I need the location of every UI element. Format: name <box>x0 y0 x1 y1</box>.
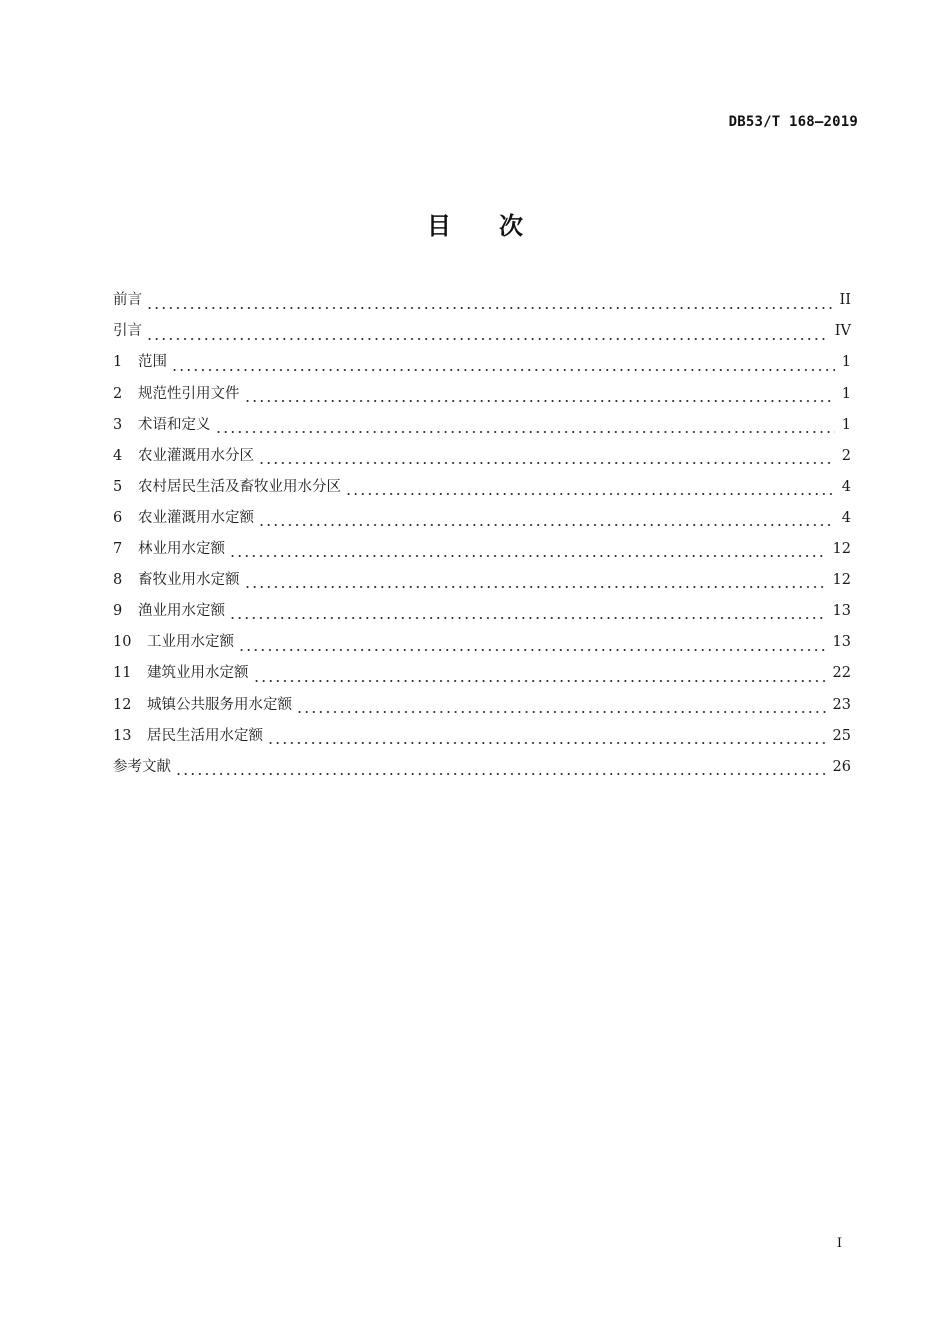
toc-entry[interactable] <box>113 472 851 503</box>
toc-entry[interactable] <box>113 440 851 471</box>
toc-entry-page: 1 <box>841 354 851 371</box>
toc-entry-label: 居民生活用水定额 <box>147 727 263 744</box>
toc-entry[interactable] <box>113 316 851 347</box>
toc-entry[interactable] <box>113 534 851 565</box>
toc-dot-leader <box>296 701 827 715</box>
toc-dot-leader <box>238 639 827 653</box>
toc-entry-label: 农村居民生活及畜牧业用水分区 <box>138 478 341 495</box>
toc-dot-leader <box>146 328 829 342</box>
table-of-contents <box>113 285 851 783</box>
toc-entry-page: 12 <box>832 541 851 558</box>
toc-entry-label: 工业用水定额 <box>147 634 234 651</box>
toc-entry-number: 11 <box>113 665 132 682</box>
toc-entry-number: 2 <box>113 385 123 402</box>
toc-entry-page: 22 <box>832 665 851 682</box>
toc-dot-leader <box>258 452 835 466</box>
toc-dot-leader <box>229 607 827 621</box>
toc-dot-leader <box>244 390 836 404</box>
toc-entry-label: 引言 <box>113 323 142 340</box>
toc-entry[interactable] <box>113 689 851 720</box>
toc-entry[interactable] <box>113 720 851 751</box>
toc-entry-number: 6 <box>113 509 123 526</box>
toc-entry-number: 7 <box>113 541 123 558</box>
toc-entry-page: 4 <box>841 478 851 495</box>
toc-dot-leader <box>267 732 827 746</box>
toc-entry-page: 2 <box>841 447 851 464</box>
toc-entry[interactable] <box>113 378 851 409</box>
toc-entry[interactable] <box>113 751 851 782</box>
toc-entry-page: 13 <box>832 603 851 620</box>
toc-entry-page: 4 <box>841 509 851 526</box>
toc-entry-label: 渔业用水定额 <box>138 603 225 620</box>
toc-entry[interactable] <box>113 409 851 440</box>
toc-entry-number: 8 <box>113 572 123 589</box>
toc-dot-leader <box>244 576 827 590</box>
toc-entry-number: 5 <box>113 478 123 495</box>
toc-dot-leader <box>258 514 835 528</box>
toc-entry-label: 畜牧业用水定额 <box>138 572 240 589</box>
toc-entry[interactable] <box>113 285 851 316</box>
toc-dot-leader <box>215 421 836 435</box>
toc-dot-leader <box>171 359 835 373</box>
toc-entry-label: 前言 <box>113 292 142 309</box>
toc-entry-number: 10 <box>113 634 132 651</box>
toc-entry[interactable] <box>113 347 851 378</box>
toc-entry-number: 9 <box>113 603 123 620</box>
toc-dot-leader <box>175 763 827 777</box>
toc-entry-label: 范围 <box>138 354 167 371</box>
page-number: I <box>836 1236 842 1251</box>
toc-entry-number: 1 <box>113 354 123 371</box>
toc-entry-number: 12 <box>113 696 132 713</box>
toc-dot-leader <box>229 545 827 559</box>
toc-entry-page: 25 <box>832 727 851 744</box>
page-title: 目次 <box>427 212 571 240</box>
toc-entry-label: 建筑业用水定额 <box>147 665 249 682</box>
toc-entry[interactable] <box>113 658 851 689</box>
toc-entry-label: 城镇公共服务用水定额 <box>147 696 292 713</box>
toc-entry-number: 3 <box>113 416 123 433</box>
toc-entry-label: 林业用水定额 <box>138 541 225 558</box>
toc-entry-label: 农业灌溉用水分区 <box>138 447 254 464</box>
toc-entry-page: 26 <box>832 758 851 775</box>
document-code: DB53/T 168—2019 <box>728 114 858 130</box>
toc-entry[interactable] <box>113 503 851 534</box>
toc-entry-page: IV <box>834 323 851 340</box>
toc-dot-leader <box>345 483 835 497</box>
toc-entry[interactable] <box>113 627 851 658</box>
toc-entry-label: 参考文献 <box>113 758 171 775</box>
toc-entry-page: II <box>839 292 851 309</box>
toc-entry-label: 农业灌溉用水定额 <box>138 509 254 526</box>
toc-entry-label: 术语和定义 <box>138 416 211 433</box>
toc-entry-page: 12 <box>832 572 851 589</box>
toc-entry[interactable] <box>113 565 851 596</box>
toc-dot-leader <box>253 670 827 684</box>
toc-entry[interactable] <box>113 596 851 627</box>
toc-entry-page: 23 <box>832 696 851 713</box>
toc-entry-label: 规范性引用文件 <box>138 385 240 402</box>
toc-entry-number: 13 <box>113 727 132 744</box>
toc-dot-leader <box>146 297 834 311</box>
toc-entry-page: 13 <box>832 634 851 651</box>
toc-entry-page: 1 <box>841 416 851 433</box>
toc-entry-page: 1 <box>841 385 851 402</box>
toc-entry-number: 4 <box>113 447 123 464</box>
